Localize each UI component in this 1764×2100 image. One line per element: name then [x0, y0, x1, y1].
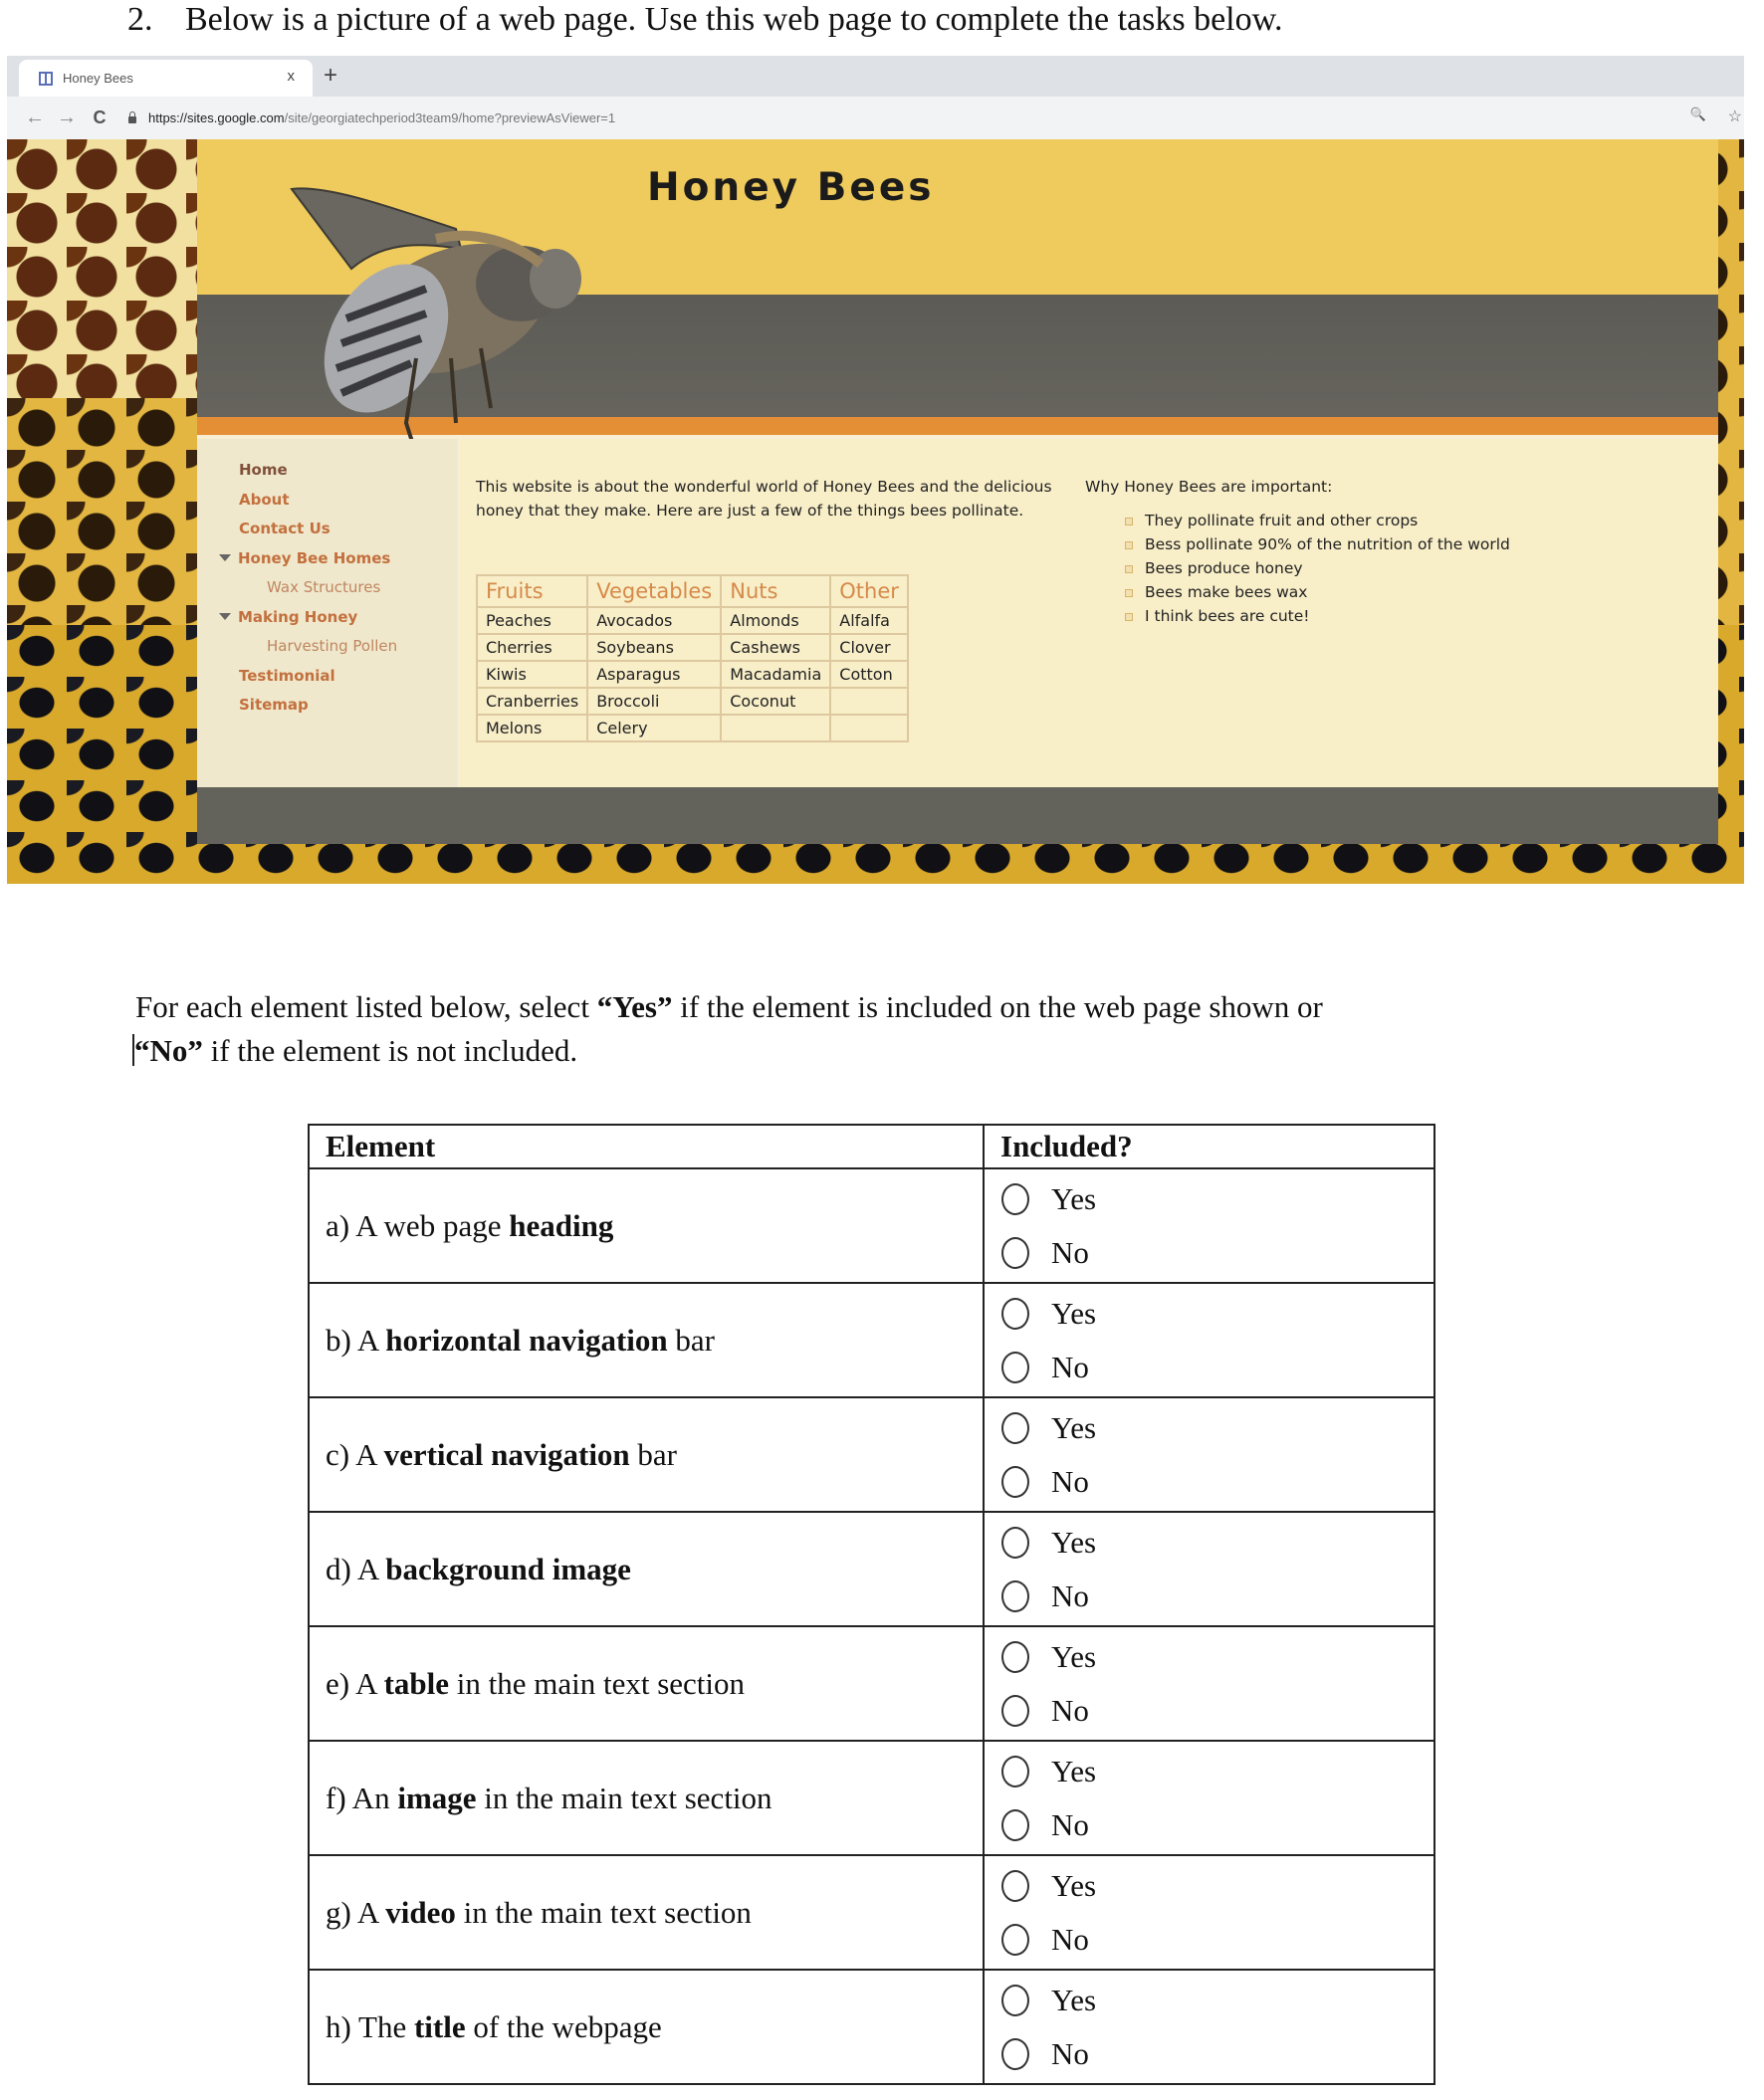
- radio-label: Yes: [1051, 1295, 1097, 1331]
- header-element: Element: [309, 1125, 984, 1168]
- label-text: in the main text section: [449, 1665, 746, 1701]
- included-cell: [984, 1741, 1434, 1855]
- radio-button-icon[interactable]: [1001, 1298, 1029, 1330]
- radio-option-no[interactable]: [1000, 1684, 1433, 1738]
- label-text: h) The: [326, 2008, 414, 2044]
- radio-option-yes[interactable]: [1000, 1745, 1433, 1798]
- table-cell: Cotton: [830, 661, 908, 688]
- list-item-text: Bess pollinate 90% of the nutrition of the world: [1145, 535, 1510, 553]
- element-label: [326, 1552, 631, 1586]
- why-heading: Why Honey Bees are important:: [1085, 478, 1333, 496]
- nav-item-sitemap[interactable]: [239, 691, 458, 721]
- list-item-text: Bees produce honey: [1145, 559, 1303, 577]
- table-cell: [830, 715, 908, 741]
- element-label: [326, 1895, 752, 1930]
- radio-label: No: [1051, 1692, 1089, 1728]
- radio-label: Yes: [1051, 1867, 1097, 1903]
- nav-item-label: Harvesting Pollen: [267, 637, 398, 655]
- table-cell: Almonds: [721, 607, 830, 634]
- nav-item-label: Sitemap: [239, 696, 309, 714]
- radio-option-no[interactable]: [1000, 2027, 1433, 2081]
- table-cell: Clover: [830, 634, 908, 661]
- label-text: e) A: [326, 1665, 384, 1701]
- square-bullet-icon: [1125, 541, 1133, 549]
- radio-button-icon[interactable]: [1001, 1756, 1029, 1787]
- label-bold-text: vertical navigation: [383, 1436, 630, 1472]
- table-cell: Asparagus: [587, 661, 721, 688]
- table-cell: Broccoli: [587, 688, 721, 715]
- list-item-text: They pollinate fruit and other crops: [1145, 512, 1419, 529]
- included-cell: [984, 1283, 1434, 1397]
- url-domain: https://sites.google.com: [148, 110, 285, 125]
- list-item: [1125, 556, 1510, 580]
- radio-button-icon[interactable]: [1001, 1985, 1029, 2016]
- nav-item-label: Honey Bee Homes: [238, 548, 391, 567]
- instructions-text: if the element is included on the web page shown or: [672, 989, 1323, 1024]
- radio-label: No: [1051, 1463, 1089, 1499]
- radio-option-no[interactable]: [1000, 1455, 1433, 1509]
- expand-triangle-icon[interactable]: [219, 554, 231, 561]
- table-cell: Melons: [477, 715, 587, 741]
- radio-option-yes[interactable]: [1000, 1516, 1433, 1570]
- table-cell: [830, 688, 908, 715]
- radio-option-no[interactable]: [1000, 1570, 1433, 1623]
- table-row: [477, 634, 908, 661]
- table-row: [477, 661, 908, 688]
- question-heading: [127, 0, 1282, 40]
- radio-option-yes[interactable]: [1000, 1287, 1433, 1341]
- table-row: [477, 715, 908, 741]
- question-row-a: [309, 1168, 1434, 1283]
- list-item: [1125, 532, 1510, 556]
- tab-honey-bees[interactable]: [19, 60, 313, 97]
- back-icon[interactable]: ←: [25, 106, 45, 128]
- main-content: [460, 439, 1718, 787]
- label-bold-text: table: [383, 1665, 449, 1701]
- site-title: Honey Bees: [647, 165, 935, 210]
- nav-item-label: Home: [239, 461, 288, 479]
- answer-table: [308, 1124, 1435, 2085]
- site-footer: [197, 787, 1718, 844]
- label-text: b) A: [326, 1322, 386, 1358]
- table-cell: Macadamia: [721, 661, 830, 688]
- list-item: [1125, 604, 1510, 628]
- nav-item-contact-us[interactable]: [239, 515, 458, 544]
- radio-option-no[interactable]: [1000, 1226, 1433, 1280]
- label-text: d) A: [326, 1551, 386, 1586]
- nav-item-wax-structures[interactable]: [239, 573, 458, 603]
- question-row-g: [309, 1855, 1434, 1970]
- why-bees-important: [1085, 475, 1510, 628]
- expand-triangle-icon[interactable]: [219, 613, 231, 620]
- table-cell: Alfalfa: [830, 607, 908, 634]
- nav-item-label: About: [239, 490, 290, 509]
- radio-option-yes[interactable]: [1000, 1401, 1433, 1455]
- page-viewport: [7, 139, 1744, 884]
- table-row: [477, 607, 908, 634]
- nav-item-honey-bee-homes[interactable]: [219, 544, 458, 574]
- element-label: [326, 1781, 772, 1815]
- honeycomb-background-image-top: [7, 139, 204, 398]
- included-cell: [984, 1626, 1434, 1741]
- element-label: [326, 1666, 745, 1701]
- page-favicon-icon: [39, 72, 53, 86]
- question-number: 2.: [127, 1, 153, 38]
- header-included: Included?: [984, 1125, 1434, 1168]
- radio-label: Yes: [1051, 1409, 1097, 1445]
- radio-button-icon[interactable]: [1001, 1527, 1029, 1559]
- radio-option-yes[interactable]: [1000, 1974, 1433, 2027]
- question-row-f: [309, 1741, 1434, 1855]
- radio-button-icon[interactable]: [1001, 1412, 1029, 1444]
- radio-button-icon[interactable]: [1001, 2038, 1029, 2070]
- element-cell: [309, 1626, 984, 1741]
- url-path: /site/georgiatechperiod3team9/home?previewAsViewer=1: [284, 110, 616, 125]
- label-bold-text: background image: [385, 1551, 631, 1586]
- table-cell: Soybeans: [587, 634, 721, 661]
- list-item-text: Bees make bees wax: [1145, 583, 1308, 601]
- nav-item-about[interactable]: [239, 486, 458, 516]
- instructions-no: “No”: [134, 1033, 203, 1068]
- radio-option-yes[interactable]: [1000, 1172, 1433, 1226]
- new-tab-button[interactable]: +: [324, 62, 338, 89]
- included-cell: [984, 1970, 1434, 2084]
- vertical-nav-sidebar: [197, 439, 460, 787]
- forward-icon[interactable]: →: [57, 106, 77, 128]
- site-container: [197, 139, 1718, 844]
- included-cell: [984, 1397, 1434, 1512]
- column-header: Vegetables: [587, 575, 721, 607]
- nav-item-harvesting-pollen[interactable]: [239, 632, 458, 662]
- radio-button-icon[interactable]: [1001, 1641, 1029, 1673]
- label-bold-text: heading: [509, 1207, 614, 1243]
- address-bar[interactable]: [128, 110, 615, 125]
- reload-icon[interactable]: C: [93, 107, 107, 127]
- lock-icon: [128, 116, 136, 123]
- question-row-h: [309, 1970, 1434, 2084]
- intro-paragraph: This website is about the wonderful world of Honey Bees and the delicious honey that they make. Here are just a few of the things bees pollinate.: [476, 478, 1052, 520]
- list-item: [1125, 509, 1510, 532]
- browser-toolbar: [7, 97, 1744, 139]
- label-text: f) An: [326, 1780, 398, 1815]
- label-bold-text: horizontal navigation: [385, 1322, 668, 1358]
- table-cell: Cherries: [477, 634, 587, 661]
- radio-button-icon[interactable]: [1001, 1237, 1029, 1269]
- element-cell: [309, 1741, 984, 1855]
- square-bullet-icon: [1125, 613, 1133, 621]
- radio-option-yes[interactable]: [1000, 1859, 1433, 1913]
- element-cell: [309, 1855, 984, 1970]
- list-item: [1125, 580, 1510, 604]
- browser-window: [7, 56, 1744, 884]
- radio-button-icon[interactable]: [1001, 1695, 1029, 1727]
- nav-item-label: Contact Us: [239, 520, 331, 537]
- square-bullet-icon: [1125, 565, 1133, 573]
- instructions-text: For each element listed below, select: [135, 989, 597, 1024]
- radio-option-no[interactable]: [1000, 1913, 1433, 1967]
- nav-item-label: Making Honey: [238, 607, 358, 626]
- included-cell: [984, 1512, 1434, 1626]
- table-cell: Peaches: [477, 607, 587, 634]
- radio-button-icon[interactable]: [1001, 1352, 1029, 1383]
- radio-button-icon[interactable]: [1001, 1183, 1029, 1215]
- table-cell: Avocados: [587, 607, 721, 634]
- table-cell: Kiwis: [477, 661, 587, 688]
- radio-label: No: [1051, 1921, 1089, 1957]
- radio-option-no[interactable]: [1000, 1341, 1433, 1394]
- tab-title: Honey Bees: [63, 71, 133, 86]
- element-cell: [309, 1283, 984, 1397]
- radio-label: No: [1051, 2035, 1089, 2071]
- label-bold-text: title: [413, 2008, 466, 2044]
- table-cell: Coconut: [721, 688, 830, 715]
- list-item-text: I think bees are cute!: [1145, 607, 1310, 625]
- element-cell: [309, 1397, 984, 1512]
- element-label: [326, 1208, 613, 1243]
- column-header: Other: [830, 575, 908, 607]
- radio-button-icon[interactable]: [1001, 1870, 1029, 1902]
- nav-item-label: Wax Structures: [267, 578, 381, 596]
- question-row-d: [309, 1512, 1434, 1626]
- zoom-icon[interactable]: 🔍: [1689, 106, 1706, 121]
- nav-item-testimonial[interactable]: [239, 662, 458, 692]
- question-row-b: [309, 1283, 1434, 1397]
- label-text: a) A web page: [326, 1207, 510, 1243]
- radio-button-icon[interactable]: [1001, 1809, 1029, 1841]
- radio-label: No: [1051, 1806, 1089, 1842]
- radio-button-icon[interactable]: [1001, 1924, 1029, 1956]
- radio-label: Yes: [1051, 1638, 1097, 1674]
- radio-label: No: [1051, 1234, 1089, 1270]
- element-label: [326, 1323, 715, 1358]
- table-cell: Cranberries: [477, 688, 587, 715]
- radio-option-yes[interactable]: [1000, 1630, 1433, 1684]
- label-text: bar: [667, 1322, 715, 1358]
- radio-button-icon[interactable]: [1001, 1466, 1029, 1498]
- label-bold-text: video: [385, 1894, 456, 1930]
- instructions-text: if the element is not included.: [202, 1033, 578, 1068]
- element-cell: [309, 1168, 984, 1283]
- label-text: g) A: [326, 1894, 386, 1930]
- pollination-table: [476, 574, 909, 742]
- label-text: c) A: [326, 1436, 384, 1472]
- radio-label: No: [1051, 1349, 1089, 1384]
- table-cell: [721, 715, 830, 741]
- question-text: Below is a picture of a web page. Use this web page to complete the tasks below.: [185, 1, 1283, 38]
- column-header: Nuts: [721, 575, 830, 607]
- table-cell: Cashews: [721, 634, 830, 661]
- bookmark-star-icon[interactable]: ☆: [1727, 108, 1742, 125]
- label-text: of the webpage: [465, 2008, 662, 2044]
- element-label: [326, 1437, 677, 1472]
- question-row-e: [309, 1626, 1434, 1741]
- bee-header-image: [287, 169, 615, 458]
- radio-button-icon[interactable]: [1001, 1580, 1029, 1612]
- nav-item-label: Testimonial: [239, 666, 335, 685]
- label-text: in the main text section: [476, 1780, 772, 1815]
- label-text: in the main text section: [455, 1894, 752, 1930]
- included-cell: [984, 1168, 1434, 1283]
- instructions-yes: “Yes”: [596, 989, 673, 1024]
- label-bold-text: image: [397, 1780, 477, 1815]
- column-header: Fruits: [477, 575, 587, 607]
- radio-label: Yes: [1051, 1982, 1097, 2017]
- question-row-c: [309, 1397, 1434, 1512]
- radio-option-no[interactable]: [1000, 1798, 1433, 1852]
- radio-label: Yes: [1051, 1180, 1097, 1216]
- element-cell: [309, 1970, 984, 2084]
- table-row: [477, 688, 908, 715]
- label-text: bar: [629, 1436, 678, 1472]
- element-label: [326, 2009, 662, 2044]
- instructions: [135, 985, 1629, 1073]
- radio-label: Yes: [1051, 1524, 1097, 1560]
- included-cell: [984, 1855, 1434, 1970]
- element-cell: [309, 1512, 984, 1626]
- tab-strip: [7, 56, 1744, 97]
- nav-item-making-honey[interactable]: [219, 603, 458, 633]
- tab-close-icon[interactable]: x: [287, 68, 295, 85]
- square-bullet-icon: [1125, 518, 1133, 525]
- nav-item-home[interactable]: [239, 456, 458, 486]
- table-cell: Celery: [587, 715, 721, 741]
- square-bullet-icon: [1125, 589, 1133, 597]
- radio-label: No: [1051, 1577, 1089, 1613]
- radio-label: Yes: [1051, 1753, 1097, 1788]
